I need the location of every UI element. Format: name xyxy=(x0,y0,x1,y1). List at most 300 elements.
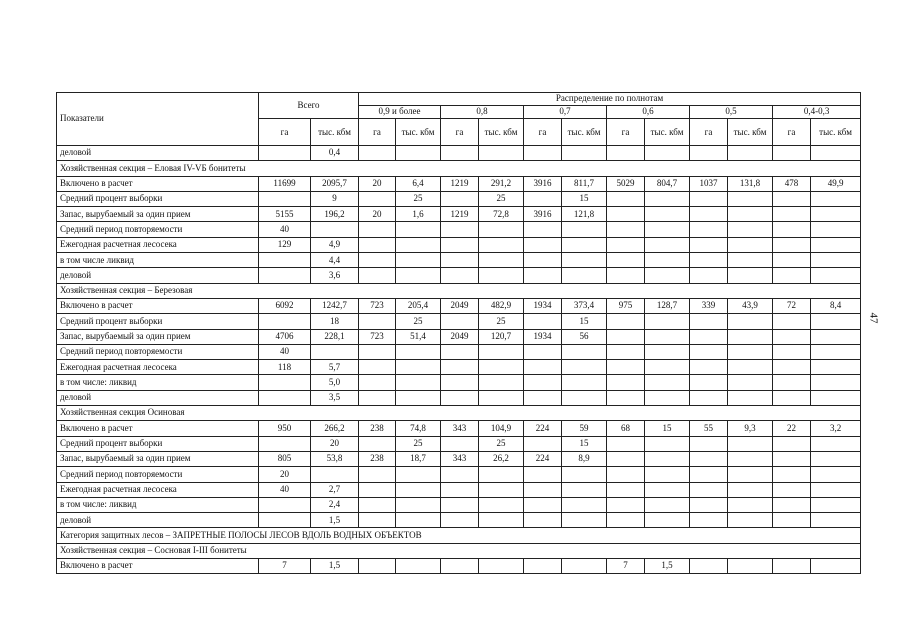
table-cell xyxy=(479,146,524,161)
row-label: Запас, вырубаемый за один прием xyxy=(57,329,259,344)
table-cell xyxy=(396,497,441,512)
table-cell xyxy=(524,344,562,359)
table-cell xyxy=(607,451,645,466)
table-cell: 5,7 xyxy=(311,360,359,375)
table-cell xyxy=(441,390,479,405)
density-group-header: 0,8 xyxy=(441,106,524,119)
table-cell xyxy=(811,559,861,574)
table-cell: 266,2 xyxy=(311,421,359,436)
table-cell xyxy=(811,360,861,375)
table-cell xyxy=(441,513,479,528)
table-cell xyxy=(359,497,396,512)
table-cell xyxy=(607,513,645,528)
table-cell xyxy=(690,497,728,512)
table-cell xyxy=(524,237,562,252)
table-cell xyxy=(359,344,396,359)
table-cell xyxy=(359,375,396,390)
table-cell xyxy=(773,268,811,283)
section-title: Хозяйственная секция – Березовая xyxy=(57,283,861,298)
table-cell: 804,7 xyxy=(645,176,690,191)
table-cell xyxy=(396,513,441,528)
table-cell: 20 xyxy=(359,176,396,191)
unit-volume-header: тыс. кбм xyxy=(396,119,441,146)
table-cell xyxy=(773,482,811,497)
table-cell xyxy=(562,390,607,405)
table-cell xyxy=(562,344,607,359)
table-cell: 228,1 xyxy=(311,329,359,344)
density-group-header: 0,9 и более xyxy=(359,106,441,119)
row-label: Включено в расчет xyxy=(57,559,259,574)
table-cell xyxy=(607,329,645,344)
table-cell xyxy=(607,207,645,222)
table-cell xyxy=(773,497,811,512)
table-cell: 205,4 xyxy=(396,298,441,313)
table-cell xyxy=(645,253,690,268)
table-cell xyxy=(645,375,690,390)
table-cell: 2,7 xyxy=(311,482,359,497)
table-cell xyxy=(562,253,607,268)
table-cell xyxy=(645,451,690,466)
table-cell xyxy=(690,390,728,405)
table-cell xyxy=(773,436,811,451)
table-cell xyxy=(359,513,396,528)
table-row xyxy=(57,390,861,405)
table-cell xyxy=(728,207,773,222)
table-cell xyxy=(562,146,607,161)
table-cell: 120,7 xyxy=(479,329,524,344)
table-cell: 1,5 xyxy=(645,559,690,574)
table-cell xyxy=(311,222,359,237)
table-cell: 5029 xyxy=(607,176,645,191)
table-cell xyxy=(524,253,562,268)
row-label: Средний период повторяемости xyxy=(57,467,259,482)
table-cell xyxy=(359,191,396,206)
table-cell xyxy=(773,207,811,222)
table-cell xyxy=(773,390,811,405)
row-label: Запас, вырубаемый за один прием xyxy=(57,207,259,222)
table-cell xyxy=(441,146,479,161)
table-cell xyxy=(396,237,441,252)
table-cell: 2,4 xyxy=(311,497,359,512)
table-cell xyxy=(562,559,607,574)
table-cell xyxy=(359,482,396,497)
table-cell xyxy=(728,268,773,283)
table-cell xyxy=(690,253,728,268)
table-cell xyxy=(607,390,645,405)
section-title: Хозяйственная секция – Сосновая I-III бонитеты xyxy=(57,543,861,558)
table-cell xyxy=(690,436,728,451)
unit-ha-header: га xyxy=(359,119,396,146)
table-cell xyxy=(690,207,728,222)
row-label: Включено в расчет xyxy=(57,298,259,313)
table-cell xyxy=(524,436,562,451)
row-label: деловой xyxy=(57,390,259,405)
table-cell: 224 xyxy=(524,451,562,466)
table-cell: 3916 xyxy=(524,176,562,191)
page-number: 47 xyxy=(867,312,880,324)
table-cell xyxy=(645,191,690,206)
table-cell xyxy=(607,222,645,237)
total-header: Всего xyxy=(259,93,359,119)
table-cell xyxy=(396,375,441,390)
table-cell xyxy=(811,237,861,252)
table-cell: 56 xyxy=(562,329,607,344)
table-cell xyxy=(607,253,645,268)
table-cell: 339 xyxy=(690,298,728,313)
table-cell xyxy=(396,146,441,161)
table-cell: 68 xyxy=(607,421,645,436)
table-cell xyxy=(773,237,811,252)
table-cell: 25 xyxy=(396,436,441,451)
table-cell xyxy=(562,237,607,252)
table-cell xyxy=(690,329,728,344)
table-cell xyxy=(479,268,524,283)
table-cell: 25 xyxy=(396,191,441,206)
table-cell xyxy=(728,329,773,344)
table-row xyxy=(57,497,861,512)
table-cell: 3916 xyxy=(524,207,562,222)
table-cell xyxy=(524,513,562,528)
table-cell xyxy=(441,497,479,512)
table-cell: 1037 xyxy=(690,176,728,191)
table-cell xyxy=(562,482,607,497)
table-cell xyxy=(811,191,861,206)
table-cell xyxy=(607,146,645,161)
table-row xyxy=(57,314,861,329)
table-cell: 118 xyxy=(259,360,311,375)
row-label: Средний процент выборки xyxy=(57,191,259,206)
unit-ha-header: га xyxy=(441,119,479,146)
table-row xyxy=(57,222,861,237)
table-cell xyxy=(728,513,773,528)
table-cell: 975 xyxy=(607,298,645,313)
table-cell xyxy=(728,390,773,405)
unit-ha-header: га xyxy=(524,119,562,146)
table-cell xyxy=(645,482,690,497)
table-cell xyxy=(359,268,396,283)
table-cell xyxy=(811,390,861,405)
table-cell xyxy=(259,253,311,268)
table-cell: 224 xyxy=(524,421,562,436)
table-cell: 343 xyxy=(441,421,479,436)
table-cell xyxy=(607,360,645,375)
table-cell: 4,9 xyxy=(311,237,359,252)
table-cell xyxy=(773,329,811,344)
table-cell xyxy=(811,497,861,512)
table-cell: 72 xyxy=(773,298,811,313)
table-cell: 25 xyxy=(479,191,524,206)
table-cell: 1242,7 xyxy=(311,298,359,313)
table-cell xyxy=(773,360,811,375)
table-cell xyxy=(811,344,861,359)
table-cell: 238 xyxy=(359,451,396,466)
table-cell xyxy=(690,360,728,375)
table-cell xyxy=(690,451,728,466)
table-row xyxy=(57,207,861,222)
table-cell xyxy=(690,467,728,482)
section-row xyxy=(57,528,861,543)
table-cell xyxy=(811,253,861,268)
table-cell xyxy=(773,559,811,574)
table-cell: 25 xyxy=(396,314,441,329)
table-cell: 950 xyxy=(259,421,311,436)
table-cell xyxy=(811,268,861,283)
table-cell xyxy=(773,513,811,528)
table-cell xyxy=(396,360,441,375)
table-cell: 51,4 xyxy=(396,329,441,344)
table-cell: 805 xyxy=(259,451,311,466)
table-cell: 238 xyxy=(359,421,396,436)
table-cell xyxy=(690,344,728,359)
table-cell: 20 xyxy=(311,436,359,451)
table-cell: 5,0 xyxy=(311,375,359,390)
table-cell xyxy=(728,314,773,329)
table-cell xyxy=(690,191,728,206)
table-cell: 1934 xyxy=(524,298,562,313)
table-cell xyxy=(396,559,441,574)
table-cell xyxy=(690,375,728,390)
table-cell xyxy=(645,436,690,451)
table-cell: 55 xyxy=(690,421,728,436)
table-cell xyxy=(607,191,645,206)
table-cell xyxy=(479,467,524,482)
section-row xyxy=(57,406,861,421)
table-cell xyxy=(359,253,396,268)
section-title: Хозяйственная секция Осиновая xyxy=(57,406,861,421)
table-cell xyxy=(524,482,562,497)
table-cell: 4706 xyxy=(259,329,311,344)
row-label: Средний процент выборки xyxy=(57,314,259,329)
table-cell xyxy=(259,314,311,329)
table-cell xyxy=(359,467,396,482)
table-cell: 43,9 xyxy=(728,298,773,313)
row-label: Ежегодная расчетная лесосека xyxy=(57,237,259,252)
table-cell: 723 xyxy=(359,329,396,344)
table-cell: 131,8 xyxy=(728,176,773,191)
table-row xyxy=(57,451,861,466)
section-row xyxy=(57,543,861,558)
table-cell: 482,9 xyxy=(479,298,524,313)
table-cell xyxy=(524,390,562,405)
table-cell xyxy=(524,268,562,283)
table-cell: 1,5 xyxy=(311,559,359,574)
table-cell: 196,2 xyxy=(311,207,359,222)
table-row xyxy=(57,146,861,161)
table-row xyxy=(57,375,861,390)
section-title: Категория защитных лесов – ЗАПРЕТНЫЕ ПОЛОСЫ ЛЕСОВ ВДОЛЬ ВОДНЫХ ОБЪЕКТОВ xyxy=(57,528,861,543)
table-cell xyxy=(441,467,479,482)
table-cell xyxy=(690,559,728,574)
table-cell: 1934 xyxy=(524,329,562,344)
table-cell xyxy=(811,314,861,329)
forest-yield-table xyxy=(56,92,861,574)
unit-ha-header: га xyxy=(773,119,811,146)
table-cell xyxy=(645,360,690,375)
table-cell xyxy=(728,253,773,268)
table-cell xyxy=(773,191,811,206)
row-label: деловой xyxy=(57,268,259,283)
table-cell: 2095,7 xyxy=(311,176,359,191)
table-cell xyxy=(607,237,645,252)
table-cell xyxy=(479,497,524,512)
table-cell: 20 xyxy=(259,467,311,482)
table-cell xyxy=(524,559,562,574)
table-cell xyxy=(479,344,524,359)
table-cell xyxy=(259,191,311,206)
table-cell xyxy=(479,360,524,375)
table-row xyxy=(57,360,861,375)
table-cell: 3,6 xyxy=(311,268,359,283)
table-cell xyxy=(645,146,690,161)
table-row xyxy=(57,253,861,268)
unit-ha-header: га xyxy=(690,119,728,146)
table-cell xyxy=(259,375,311,390)
indicators-header: Показатели xyxy=(57,93,259,146)
table-cell xyxy=(607,436,645,451)
table-cell xyxy=(645,513,690,528)
table-cell xyxy=(811,207,861,222)
table-cell xyxy=(359,314,396,329)
table-cell xyxy=(645,207,690,222)
table-cell xyxy=(524,146,562,161)
table-cell: 121,8 xyxy=(562,207,607,222)
table-cell: 6,4 xyxy=(396,176,441,191)
table-cell xyxy=(690,268,728,283)
table-cell xyxy=(441,482,479,497)
table-cell xyxy=(359,559,396,574)
table-cell xyxy=(607,497,645,512)
table-cell xyxy=(728,467,773,482)
table-cell xyxy=(311,467,359,482)
table-cell xyxy=(441,436,479,451)
table-cell xyxy=(441,191,479,206)
table-cell xyxy=(645,222,690,237)
table-cell xyxy=(259,497,311,512)
table-cell: 74,8 xyxy=(396,421,441,436)
table-cell xyxy=(690,222,728,237)
table-cell xyxy=(773,146,811,161)
table-cell xyxy=(441,237,479,252)
table-cell: 1219 xyxy=(441,176,479,191)
table-cell xyxy=(645,467,690,482)
table-cell xyxy=(396,344,441,359)
table-cell xyxy=(728,146,773,161)
density-group-header: 0,6 xyxy=(607,106,690,119)
table-row xyxy=(57,436,861,451)
table-cell xyxy=(728,237,773,252)
table-body xyxy=(57,146,861,574)
table-row xyxy=(57,298,861,313)
table-cell xyxy=(259,146,311,161)
table-cell: 128,7 xyxy=(645,298,690,313)
unit-ha-header: га xyxy=(259,119,311,146)
density-group-header: 0,4-0,3 xyxy=(773,106,861,119)
table-cell xyxy=(607,467,645,482)
table-cell xyxy=(441,360,479,375)
table-cell: 18,7 xyxy=(396,451,441,466)
unit-volume-header: тыс. кбм xyxy=(311,119,359,146)
table-cell: 8,4 xyxy=(811,298,861,313)
table-cell xyxy=(479,482,524,497)
table-row xyxy=(57,176,861,191)
table-cell xyxy=(524,314,562,329)
table-row xyxy=(57,344,861,359)
table-cell: 15 xyxy=(562,191,607,206)
table-cell xyxy=(811,482,861,497)
section-title: Хозяйственная секция – Еловая IV-VБ бонитеты xyxy=(57,161,861,176)
table-cell: 129 xyxy=(259,237,311,252)
table-cell: 25 xyxy=(479,314,524,329)
table-cell xyxy=(479,222,524,237)
table-cell: 2049 xyxy=(441,298,479,313)
table-row xyxy=(57,559,861,574)
table-cell xyxy=(811,513,861,528)
table-cell xyxy=(607,268,645,283)
table-cell xyxy=(811,375,861,390)
table-cell xyxy=(562,497,607,512)
table-cell xyxy=(562,513,607,528)
table-cell xyxy=(479,390,524,405)
table-cell xyxy=(728,482,773,497)
table-cell xyxy=(396,467,441,482)
table-cell: 291,2 xyxy=(479,176,524,191)
table-cell xyxy=(645,237,690,252)
table-cell xyxy=(562,375,607,390)
row-label: деловой xyxy=(57,513,259,528)
row-label: Средний процент выборки xyxy=(57,436,259,451)
table-row xyxy=(57,191,861,206)
density-group-header: 0,7 xyxy=(524,106,607,119)
table-cell xyxy=(645,344,690,359)
row-label: в том числе ликвид xyxy=(57,253,259,268)
table-cell: 7 xyxy=(607,559,645,574)
table-cell: 9 xyxy=(311,191,359,206)
table-cell xyxy=(441,253,479,268)
row-label: Ежегодная расчетная лесосека xyxy=(57,360,259,375)
table-cell xyxy=(259,513,311,528)
table-cell: 26,2 xyxy=(479,451,524,466)
table-cell xyxy=(607,344,645,359)
table-cell: 478 xyxy=(773,176,811,191)
table-cell xyxy=(479,513,524,528)
table-cell xyxy=(728,344,773,359)
table-cell: 18 xyxy=(311,314,359,329)
table-cell: 20 xyxy=(359,207,396,222)
table-cell: 5155 xyxy=(259,207,311,222)
table-cell xyxy=(479,253,524,268)
table-cell xyxy=(690,513,728,528)
table-cell xyxy=(811,146,861,161)
density-group-header: 0,5 xyxy=(690,106,773,119)
table-cell xyxy=(441,559,479,574)
table-cell xyxy=(811,222,861,237)
table-cell xyxy=(524,360,562,375)
table-cell: 25 xyxy=(479,436,524,451)
table-cell: 7 xyxy=(259,559,311,574)
table-cell: 3,2 xyxy=(811,421,861,436)
section-row xyxy=(57,161,861,176)
table-cell xyxy=(259,390,311,405)
table-row xyxy=(57,467,861,482)
row-label: Ежегодная расчетная лесосека xyxy=(57,482,259,497)
table-cell xyxy=(396,482,441,497)
unit-volume-header: тыс. кбм xyxy=(811,119,861,146)
table-cell xyxy=(811,451,861,466)
table-row xyxy=(57,421,861,436)
row-label: в том числе: ликвид xyxy=(57,375,259,390)
table-cell: 9,3 xyxy=(728,421,773,436)
table-cell: 4,4 xyxy=(311,253,359,268)
